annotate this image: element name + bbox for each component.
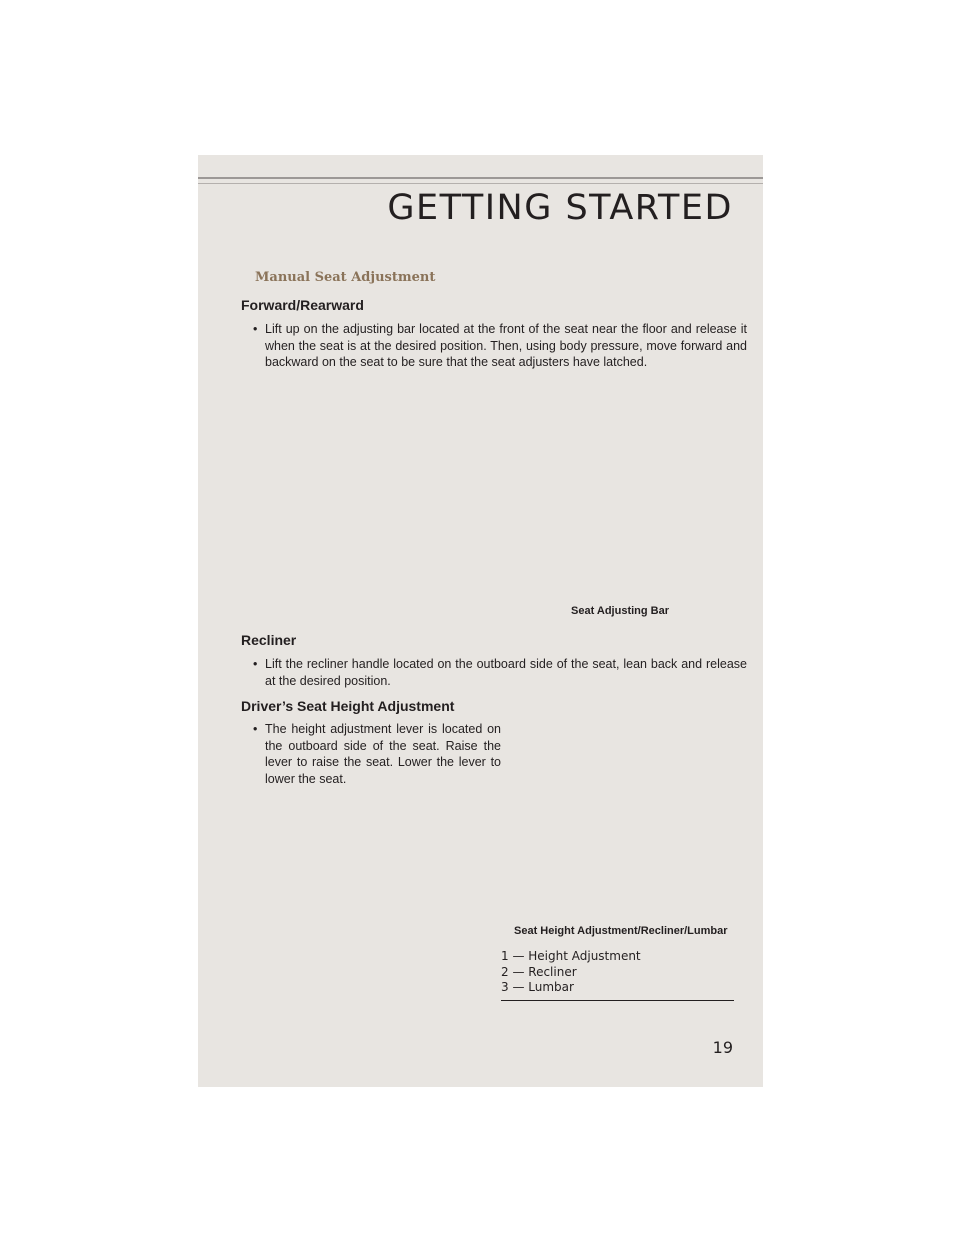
height-text: The height adjustment lever is located on the outboard side of the seat. Raise the lever to raise the seat. Lower the lever to lower the seat.: [265, 722, 501, 786]
recliner-heading: Recliner: [241, 632, 297, 648]
height-heading: Driver’s Seat Height Adjustment: [241, 698, 455, 714]
recliner-text: Lift the recliner handle located on the outboard side of the seat, lean back and release at the desired position.: [265, 657, 747, 688]
bullet-dot: •: [253, 722, 258, 736]
section-title: GETTING STARTED: [387, 188, 733, 228]
header-rule-thin: [198, 183, 763, 184]
figure1-caption: Seat Adjusting Bar: [571, 605, 669, 617]
legend-item: 1 — Height Adjustment: [501, 949, 641, 963]
height-bullet: [253, 721, 501, 787]
manual-page: [198, 155, 763, 1087]
seat-height-figure: [501, 715, 736, 915]
recliner-bullet: [253, 656, 747, 689]
legend-item: 2 — Recliner: [501, 964, 577, 979]
seat-adjusting-bar-figure: [438, 380, 738, 600]
forward-rearward-bullet: [253, 321, 747, 371]
header-rule: [198, 177, 763, 179]
bullet-dot: •: [253, 657, 258, 671]
legend-item: 3 — Lumbar: [501, 980, 574, 994]
topic-heading: Manual Seat Adjustment: [255, 270, 436, 285]
bullet-dot: •: [253, 322, 258, 336]
page-number: 19: [712, 1038, 733, 1057]
forward-rearward-text: Lift up on the adjusting bar located at the front of the seat near the floor and release it when the seat is at the desired position. Then, using body pressure, move forward and backward on the seat to be sure that the seat adjusters have latched.: [265, 322, 747, 369]
figure2-caption: Seat Height Adjustment/Recliner/Lumbar: [514, 925, 728, 937]
forward-rearward-heading: Forward/Rearward: [241, 297, 364, 313]
figure2-legend: [501, 949, 734, 1001]
